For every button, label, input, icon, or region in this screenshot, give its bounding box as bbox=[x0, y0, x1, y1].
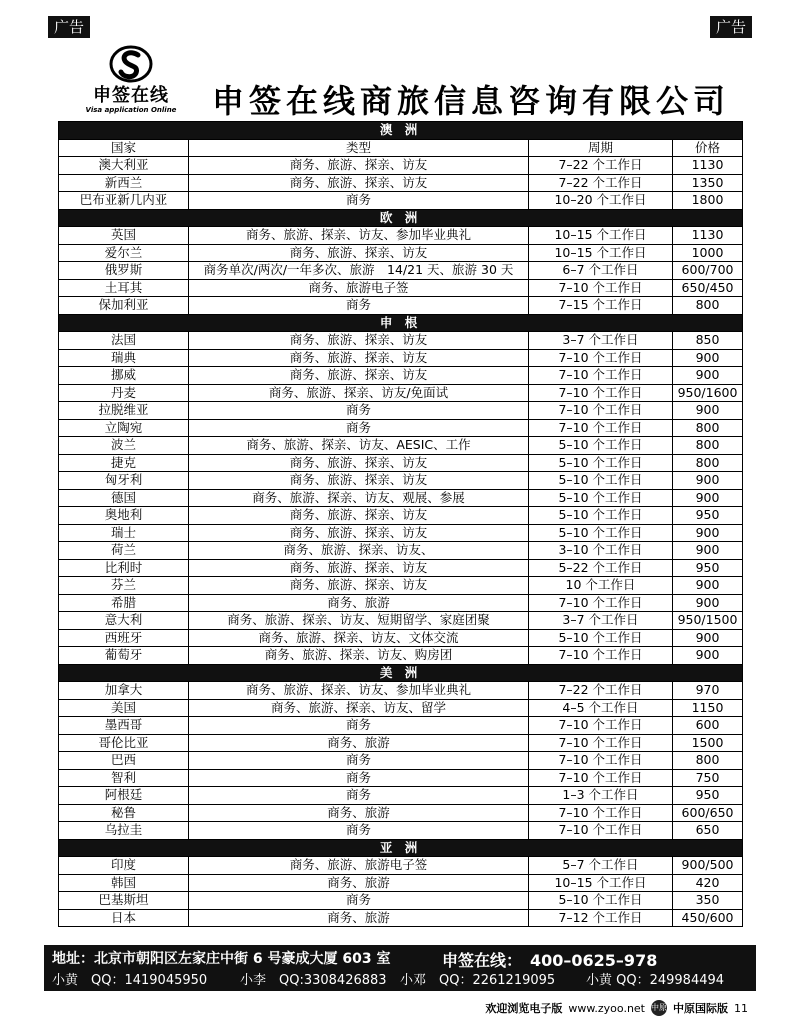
table-row bbox=[59, 454, 743, 472]
processing-time-cell: 7–10 个工作日 bbox=[529, 752, 673, 770]
column-header: 价格 bbox=[673, 139, 743, 157]
page-number: 11 bbox=[734, 1001, 748, 1015]
logo-s-icon bbox=[107, 44, 155, 84]
table-row bbox=[59, 349, 743, 367]
price-cell: 800 bbox=[673, 752, 743, 770]
country-cell: 智利 bbox=[59, 769, 189, 787]
table-row bbox=[59, 437, 743, 455]
ad-tag-right: 广告 bbox=[710, 16, 752, 38]
price-cell: 1150 bbox=[673, 699, 743, 717]
table-row bbox=[59, 279, 743, 297]
processing-time-cell: 5–10 个工作日 bbox=[529, 489, 673, 507]
visa-type-cell: 商务单次/两次/一年多次、旅游 14/21 天、旅游 30 天 bbox=[189, 262, 529, 280]
country-cell: 俄罗斯 bbox=[59, 262, 189, 280]
country-cell: 巴西 bbox=[59, 752, 189, 770]
footer-contact-bar bbox=[44, 945, 756, 991]
region-name: 美 洲 bbox=[59, 664, 743, 682]
processing-time-cell: 7–22 个工作日 bbox=[529, 174, 673, 192]
price-cell: 1130 bbox=[673, 227, 743, 245]
country-cell: 丹麦 bbox=[59, 384, 189, 402]
price-cell: 900/500 bbox=[673, 857, 743, 875]
visa-type-cell: 商务、旅游电子签 bbox=[189, 279, 529, 297]
site-url[interactable]: www.zyoo.net bbox=[568, 1001, 645, 1015]
country-cell: 捷克 bbox=[59, 454, 189, 472]
price-cell: 1130 bbox=[673, 157, 743, 175]
country-cell: 保加利亚 bbox=[59, 297, 189, 315]
table-row bbox=[59, 734, 743, 752]
seal-icon: 中原 bbox=[651, 1000, 667, 1016]
table-row bbox=[59, 367, 743, 385]
processing-time-cell: 7–10 个工作日 bbox=[529, 769, 673, 787]
price-cell: 800 bbox=[673, 437, 743, 455]
country-cell: 韩国 bbox=[59, 874, 189, 892]
processing-time-cell: 5–7 个工作日 bbox=[529, 857, 673, 875]
price-cell: 800 bbox=[673, 297, 743, 315]
price-cell: 600/650 bbox=[673, 804, 743, 822]
processing-time-cell: 1–3 个工作日 bbox=[529, 787, 673, 805]
table-row bbox=[59, 629, 743, 647]
visa-type-cell: 商务 bbox=[189, 892, 529, 910]
country-cell: 挪威 bbox=[59, 367, 189, 385]
browse-text: 欢迎浏览电子版 bbox=[485, 1002, 563, 1015]
country-cell: 印度 bbox=[59, 857, 189, 875]
processing-time-cell: 5–10 个工作日 bbox=[529, 892, 673, 910]
column-header-row bbox=[59, 139, 743, 157]
country-cell: 瑞士 bbox=[59, 524, 189, 542]
table-row bbox=[59, 244, 743, 262]
table-row bbox=[59, 752, 743, 770]
country-cell: 英国 bbox=[59, 227, 189, 245]
region-name: 亚 洲 bbox=[59, 839, 743, 857]
country-cell: 葡萄牙 bbox=[59, 647, 189, 665]
region-header-row bbox=[59, 839, 743, 857]
visa-type-cell: 商务、旅游、探亲、访友、短期留学、家庭团聚 bbox=[189, 612, 529, 630]
visa-type-cell: 商务、旅游、探亲、访友 bbox=[189, 559, 529, 577]
price-cell: 1500 bbox=[673, 734, 743, 752]
visa-type-cell: 商务、旅游、探亲、访友 bbox=[189, 367, 529, 385]
visa-type-cell: 商务 bbox=[189, 192, 529, 210]
table-row bbox=[59, 507, 743, 525]
logo-tagline: Visa application Online bbox=[85, 106, 177, 114]
country-cell: 立陶宛 bbox=[59, 419, 189, 437]
visa-type-cell: 商务、旅游、探亲、访友/免面试 bbox=[189, 384, 529, 402]
visa-type-cell: 商务、旅游、探亲、访友、AESIC、工作 bbox=[189, 437, 529, 455]
table-row bbox=[59, 192, 743, 210]
processing-time-cell: 7–15 个工作日 bbox=[529, 297, 673, 315]
table-row bbox=[59, 577, 743, 595]
table-row bbox=[59, 647, 743, 665]
contact-4: 小黄 QQ：249984494 bbox=[586, 973, 725, 988]
visa-type-cell: 商务、旅游、探亲、访友、购房团 bbox=[189, 647, 529, 665]
visa-type-cell: 商务、旅游、探亲、访友 bbox=[189, 244, 529, 262]
visa-type-cell: 商务、旅游、探亲、访友 bbox=[189, 472, 529, 490]
table-row bbox=[59, 489, 743, 507]
table-row bbox=[59, 892, 743, 910]
visa-type-cell: 商务、旅游、探亲、访友、文体交流 bbox=[189, 629, 529, 647]
table-row bbox=[59, 857, 743, 875]
visa-type-cell: 商务、旅游 bbox=[189, 734, 529, 752]
country-cell: 西班牙 bbox=[59, 629, 189, 647]
column-header: 周期 bbox=[529, 139, 673, 157]
country-cell: 哥伦比亚 bbox=[59, 734, 189, 752]
processing-time-cell: 5–10 个工作日 bbox=[529, 629, 673, 647]
table-row bbox=[59, 419, 743, 437]
contact-2: 小李 QQ:3308426883 bbox=[240, 973, 387, 988]
price-cell: 850 bbox=[673, 332, 743, 350]
price-cell: 950 bbox=[673, 507, 743, 525]
price-cell: 650/450 bbox=[673, 279, 743, 297]
visa-type-cell: 商务、旅游 bbox=[189, 909, 529, 927]
visa-type-cell: 商务 bbox=[189, 402, 529, 420]
price-cell: 900 bbox=[673, 349, 743, 367]
country-cell: 奥地利 bbox=[59, 507, 189, 525]
visa-type-cell: 商务、旅游、探亲、访友、参加毕业典礼 bbox=[189, 227, 529, 245]
price-cell: 1350 bbox=[673, 174, 743, 192]
processing-time-cell: 7–10 个工作日 bbox=[529, 822, 673, 840]
processing-time-cell: 5–10 个工作日 bbox=[529, 437, 673, 455]
processing-time-cell: 5–10 个工作日 bbox=[529, 454, 673, 472]
table-row bbox=[59, 472, 743, 490]
country-cell: 土耳其 bbox=[59, 279, 189, 297]
country-cell: 巴基斯坦 bbox=[59, 892, 189, 910]
country-cell: 墨西哥 bbox=[59, 717, 189, 735]
visa-type-cell: 商务、旅游、探亲、访友、参加毕业典礼 bbox=[189, 682, 529, 700]
processing-time-cell: 3–7 个工作日 bbox=[529, 612, 673, 630]
visa-type-cell: 商务、旅游 bbox=[189, 594, 529, 612]
processing-time-cell: 7–10 个工作日 bbox=[529, 734, 673, 752]
country-cell: 匈牙利 bbox=[59, 472, 189, 490]
visa-type-cell: 商务 bbox=[189, 717, 529, 735]
visa-type-cell: 商务、旅游、探亲、访友、观展、参展 bbox=[189, 489, 529, 507]
processing-time-cell: 7–10 个工作日 bbox=[529, 384, 673, 402]
price-cell: 350 bbox=[673, 892, 743, 910]
processing-time-cell: 3–10 个工作日 bbox=[529, 542, 673, 560]
price-cell: 900 bbox=[673, 647, 743, 665]
table-row bbox=[59, 717, 743, 735]
page-footer bbox=[485, 1000, 748, 1016]
price-cell: 900 bbox=[673, 472, 743, 490]
table-row bbox=[59, 157, 743, 175]
country-cell: 加拿大 bbox=[59, 682, 189, 700]
price-cell: 450/600 bbox=[673, 909, 743, 927]
processing-time-cell: 7–12 个工作日 bbox=[529, 909, 673, 927]
price-cell: 950/1600 bbox=[673, 384, 743, 402]
table-row bbox=[59, 699, 743, 717]
visa-type-cell: 商务、旅游、探亲、访友 bbox=[189, 577, 529, 595]
table-row bbox=[59, 874, 743, 892]
table-row bbox=[59, 804, 743, 822]
processing-time-cell: 7–10 个工作日 bbox=[529, 367, 673, 385]
table-row bbox=[59, 262, 743, 280]
country-cell: 德国 bbox=[59, 489, 189, 507]
visa-type-cell: 商务 bbox=[189, 752, 529, 770]
visa-type-cell: 商务 bbox=[189, 822, 529, 840]
table-row bbox=[59, 402, 743, 420]
table-row bbox=[59, 682, 743, 700]
country-cell: 阿根廷 bbox=[59, 787, 189, 805]
processing-time-cell: 10–15 个工作日 bbox=[529, 227, 673, 245]
visa-price-table bbox=[58, 121, 742, 927]
table-row bbox=[59, 909, 743, 927]
edition-text: 中原国际版 bbox=[673, 1002, 728, 1015]
price-cell: 900 bbox=[673, 594, 743, 612]
visa-type-cell: 商务、旅游、探亲、访友 bbox=[189, 174, 529, 192]
company-logo bbox=[72, 44, 190, 122]
processing-time-cell: 7–22 个工作日 bbox=[529, 682, 673, 700]
region-header-row bbox=[59, 314, 743, 332]
country-cell: 瑞典 bbox=[59, 349, 189, 367]
table-row bbox=[59, 174, 743, 192]
price-cell: 900 bbox=[673, 542, 743, 560]
processing-time-cell: 10–15 个工作日 bbox=[529, 874, 673, 892]
region-header-row bbox=[59, 209, 743, 227]
price-cell: 800 bbox=[673, 454, 743, 472]
visa-type-cell: 商务、旅游、探亲、访友 bbox=[189, 349, 529, 367]
price-cell: 900 bbox=[673, 629, 743, 647]
table-row bbox=[59, 822, 743, 840]
column-header: 类型 bbox=[189, 139, 529, 157]
price-cell: 650 bbox=[673, 822, 743, 840]
price-cell: 900 bbox=[673, 367, 743, 385]
country-cell: 荷兰 bbox=[59, 542, 189, 560]
visa-type-cell: 商务、旅游、探亲、访友 bbox=[189, 332, 529, 350]
processing-time-cell: 5–22 个工作日 bbox=[529, 559, 673, 577]
price-cell: 750 bbox=[673, 769, 743, 787]
company-name: 申签在线商旅信息咨询有限公司 bbox=[212, 82, 731, 120]
country-cell: 拉脱维亚 bbox=[59, 402, 189, 420]
visa-type-cell: 商务、旅游、探亲、访友、 bbox=[189, 542, 529, 560]
table-row bbox=[59, 612, 743, 630]
processing-time-cell: 7–10 个工作日 bbox=[529, 419, 673, 437]
ad-tag-left: 广告 bbox=[48, 16, 90, 38]
processing-time-cell: 7–10 个工作日 bbox=[529, 402, 673, 420]
price-cell: 420 bbox=[673, 874, 743, 892]
processing-time-cell: 7–10 个工作日 bbox=[529, 804, 673, 822]
price-cell: 900 bbox=[673, 489, 743, 507]
region-name: 欧 洲 bbox=[59, 209, 743, 227]
visa-type-cell: 商务、旅游 bbox=[189, 874, 529, 892]
price-cell: 900 bbox=[673, 524, 743, 542]
visa-type-cell: 商务、旅游、探亲、访友 bbox=[189, 454, 529, 472]
processing-time-cell: 3–7 个工作日 bbox=[529, 332, 673, 350]
country-cell: 秘鲁 bbox=[59, 804, 189, 822]
region-header-row bbox=[59, 664, 743, 682]
country-cell: 澳大利亚 bbox=[59, 157, 189, 175]
column-header: 国家 bbox=[59, 139, 189, 157]
price-cell: 600/700 bbox=[673, 262, 743, 280]
visa-type-cell: 商务、旅游、旅游电子签 bbox=[189, 857, 529, 875]
country-cell: 希腊 bbox=[59, 594, 189, 612]
country-cell: 新西兰 bbox=[59, 174, 189, 192]
region-name: 澳 洲 bbox=[59, 122, 743, 140]
visa-type-cell: 商务、旅游、探亲、访友 bbox=[189, 507, 529, 525]
region-header-row bbox=[59, 122, 743, 140]
logo-name: 申签在线 bbox=[93, 85, 169, 106]
visa-type-cell: 商务 bbox=[189, 297, 529, 315]
country-cell: 乌拉圭 bbox=[59, 822, 189, 840]
contact-1: 小黄 QQ：1419045950 bbox=[52, 973, 208, 988]
processing-time-cell: 10–20 个工作日 bbox=[529, 192, 673, 210]
table-row bbox=[59, 787, 743, 805]
hotline-text: 申签在线： 400–0625–978 bbox=[442, 951, 658, 970]
table-row bbox=[59, 769, 743, 787]
country-cell: 巴布亚新几内亚 bbox=[59, 192, 189, 210]
processing-time-cell: 4–5 个工作日 bbox=[529, 699, 673, 717]
price-cell: 900 bbox=[673, 402, 743, 420]
processing-time-cell: 6–7 个工作日 bbox=[529, 262, 673, 280]
price-cell: 950/1500 bbox=[673, 612, 743, 630]
country-cell: 美国 bbox=[59, 699, 189, 717]
price-cell: 900 bbox=[673, 577, 743, 595]
table-row bbox=[59, 332, 743, 350]
price-cell: 1000 bbox=[673, 244, 743, 262]
processing-time-cell: 7–10 个工作日 bbox=[529, 594, 673, 612]
processing-time-cell: 5–10 个工作日 bbox=[529, 507, 673, 525]
region-name: 申 根 bbox=[59, 314, 743, 332]
country-cell: 波兰 bbox=[59, 437, 189, 455]
table-row bbox=[59, 594, 743, 612]
price-cell: 800 bbox=[673, 419, 743, 437]
table-row bbox=[59, 542, 743, 560]
processing-time-cell: 5–10 个工作日 bbox=[529, 472, 673, 490]
processing-time-cell: 7–10 个工作日 bbox=[529, 647, 673, 665]
visa-type-cell: 商务 bbox=[189, 419, 529, 437]
visa-type-cell: 商务、旅游 bbox=[189, 804, 529, 822]
table-row bbox=[59, 227, 743, 245]
price-cell: 600 bbox=[673, 717, 743, 735]
price-cell: 950 bbox=[673, 559, 743, 577]
processing-time-cell: 7–22 个工作日 bbox=[529, 157, 673, 175]
processing-time-cell: 10 个工作日 bbox=[529, 577, 673, 595]
table-row bbox=[59, 524, 743, 542]
contact-3: 小邓 QQ：2261219095 bbox=[400, 973, 556, 988]
processing-time-cell: 5–10 个工作日 bbox=[529, 524, 673, 542]
country-cell: 比利时 bbox=[59, 559, 189, 577]
price-cell: 970 bbox=[673, 682, 743, 700]
table-row bbox=[59, 384, 743, 402]
visa-type-cell: 商务、旅游、探亲、访友、留学 bbox=[189, 699, 529, 717]
visa-type-cell: 商务 bbox=[189, 769, 529, 787]
processing-time-cell: 7–10 个工作日 bbox=[529, 349, 673, 367]
price-cell: 950 bbox=[673, 787, 743, 805]
visa-type-cell: 商务、旅游、探亲、访友 bbox=[189, 157, 529, 175]
processing-time-cell: 7–10 个工作日 bbox=[529, 279, 673, 297]
table-row bbox=[59, 297, 743, 315]
address-text: 地址：北京市朝阳区左家庄中街 6 号豪成大厦 603 室 bbox=[52, 951, 391, 967]
price-cell: 1800 bbox=[673, 192, 743, 210]
country-cell: 爱尔兰 bbox=[59, 244, 189, 262]
country-cell: 法国 bbox=[59, 332, 189, 350]
processing-time-cell: 7–10 个工作日 bbox=[529, 717, 673, 735]
visa-type-cell: 商务 bbox=[189, 787, 529, 805]
country-cell: 芬兰 bbox=[59, 577, 189, 595]
table-row bbox=[59, 559, 743, 577]
country-cell: 意大利 bbox=[59, 612, 189, 630]
visa-type-cell: 商务、旅游、探亲、访友 bbox=[189, 524, 529, 542]
processing-time-cell: 10–15 个工作日 bbox=[529, 244, 673, 262]
country-cell: 日本 bbox=[59, 909, 189, 927]
